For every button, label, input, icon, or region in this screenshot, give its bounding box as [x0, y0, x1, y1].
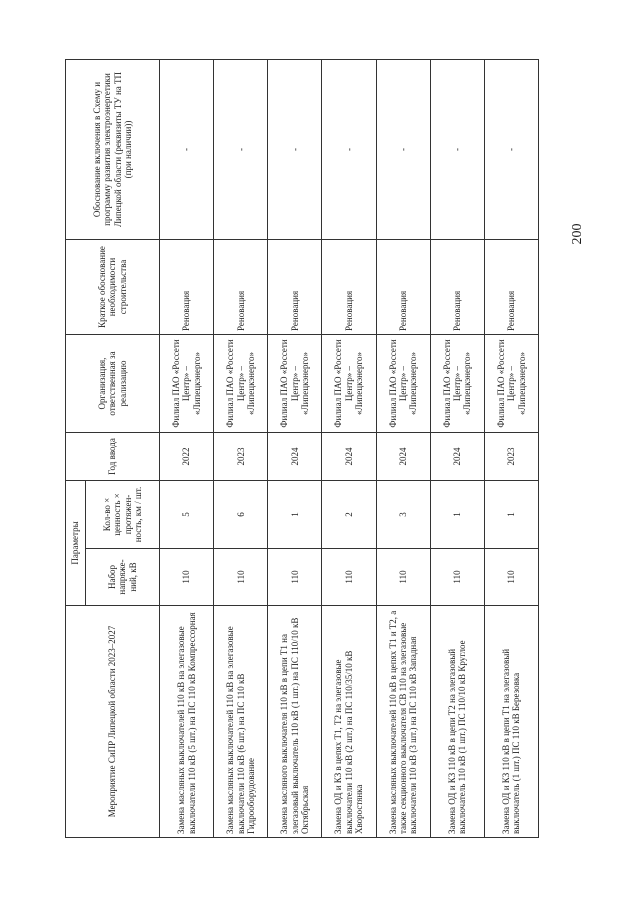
- cell-event: Замена ОД и КЗ в цепях Т1, Т2 на элегазовые выключатели 110 кВ (2 шт.) на ПС 110/35/10 кВ Хворостянка: [322, 606, 376, 838]
- cell-voltage: 110: [376, 549, 430, 606]
- cell-org: Филиал ПАО «Россети Центр» – «Липецкэнерго»: [484, 335, 538, 433]
- cell-event: Замена ОД и КЗ 110 кВ в цепи Т2 на элегазовый выключатель 110 кВ (1 шт.) ПС 110/10 кВ Круглое: [430, 606, 484, 838]
- header-year: Год ввода: [66, 433, 160, 481]
- rotated-table-container: [65, 60, 539, 838]
- cell-voltage: 110: [160, 549, 214, 606]
- cell-org: Филиал ПАО «Россети Центр» – «Липецкэнерго»: [376, 335, 430, 433]
- cell-year: 2023: [214, 433, 268, 481]
- cell-voltage: 110: [322, 549, 376, 606]
- cell-event: Замена ОД и КЗ 110 кВ в цепи Т1 на элегазовый выключатель (1 шт.) ПС 110 кВ Березовка: [484, 606, 538, 838]
- cell-year: 2024: [430, 433, 484, 481]
- cell-year: 2023: [484, 433, 538, 481]
- header-quantity: Кол-во × ценность × протяжен-ность, км / шт.: [86, 481, 160, 549]
- cell-org: Филиал ПАО «Россети Центр» – «Липецкэнерго»: [430, 335, 484, 433]
- cell-voltage: 110: [430, 549, 484, 606]
- page-number: 200: [570, 223, 585, 245]
- cell-year: 2024: [322, 433, 376, 481]
- table-row: [268, 60, 322, 838]
- cell-quantity: 6: [214, 481, 268, 549]
- cell-basis: -: [322, 60, 376, 240]
- cell-event: Замена масляных выключателей 110 кВ в цепях Т1 и Т2, а также секционного выключателя СВ 110 на элегазовые выключатели 110 кВ (3 шт.) на ПС 110 кВ Западная: [376, 606, 430, 838]
- cell-quantity: 1: [430, 481, 484, 549]
- header-voltage: Набор напряже-ний, кВ: [86, 549, 160, 606]
- cell-basis: -: [484, 60, 538, 240]
- cell-voltage: 110: [268, 549, 322, 606]
- cell-year: 2024: [376, 433, 430, 481]
- cell-quantity: 1: [268, 481, 322, 549]
- cell-quantity: 2: [322, 481, 376, 549]
- cell-reason: Реновация: [268, 240, 322, 335]
- cell-reason: Реновация: [160, 240, 214, 335]
- cell-basis: -: [160, 60, 214, 240]
- cell-org: Филиал ПАО «Россети Центр» – «Липецкэнерго»: [268, 335, 322, 433]
- cell-reason: Реновация: [322, 240, 376, 335]
- header-event: Мероприятие СиПР Липецкой области 2023–2027: [66, 606, 160, 838]
- projects-table: [65, 59, 539, 838]
- cell-org: Филиал ПАО «Россети Центр» – «Липецкэнерго»: [214, 335, 268, 433]
- cell-reason: Реновация: [376, 240, 430, 335]
- table-row: [160, 60, 214, 838]
- cell-year: 2022: [160, 433, 214, 481]
- cell-reason: Реновация: [484, 240, 538, 335]
- cell-event: Замена масляных выключателей 110 кВ на элегазовые выключатели 110 кВ (6 шт.) на ПС 110 кВ Гидрооборудование: [214, 606, 268, 838]
- cell-reason: Реновация: [430, 240, 484, 335]
- table-row: [322, 60, 376, 838]
- cell-org: Филиал ПАО «Россети Центр» – «Липецкэнерго»: [322, 335, 376, 433]
- cell-year: 2024: [268, 433, 322, 481]
- cell-quantity: 1: [484, 481, 538, 549]
- cell-quantity: 5: [160, 481, 214, 549]
- table-row: [430, 60, 484, 838]
- cell-basis: -: [430, 60, 484, 240]
- header-basis: Обоснование включения в Схему и программу развития электроэнергетики Липецкой области (реквизиты ТУ на ТП (при наличии)): [66, 60, 160, 240]
- cell-basis: -: [376, 60, 430, 240]
- cell-event: Замена масляных выключателей 110 кВ на элегазовые выключатели 110 кВ (5 шт.) на ПС 110 кВ Компрессорная: [160, 606, 214, 838]
- table-row: [376, 60, 430, 838]
- cell-quantity: 3: [376, 481, 430, 549]
- cell-basis: -: [268, 60, 322, 240]
- cell-voltage: 110: [214, 549, 268, 606]
- cell-reason: Реновация: [214, 240, 268, 335]
- header-params: Параметры: [66, 481, 86, 606]
- table-row: [214, 60, 268, 838]
- cell-event: Замена масляного выключателя 110 кВ в цепи Т1 на элегазовый выключатель 110 кВ (1 шт.) на ПС 110/10 кВ Октябрьская: [268, 606, 322, 838]
- cell-voltage: 110: [484, 549, 538, 606]
- header-org: Организация, ответственная за реализацию: [66, 335, 160, 433]
- table-row: [484, 60, 538, 838]
- cell-basis: -: [214, 60, 268, 240]
- cell-org: Филиал ПАО «Россети Центр» – «Липецкэнерго»: [160, 335, 214, 433]
- header-reason: Краткое обоснование необходимости строительства: [66, 240, 160, 335]
